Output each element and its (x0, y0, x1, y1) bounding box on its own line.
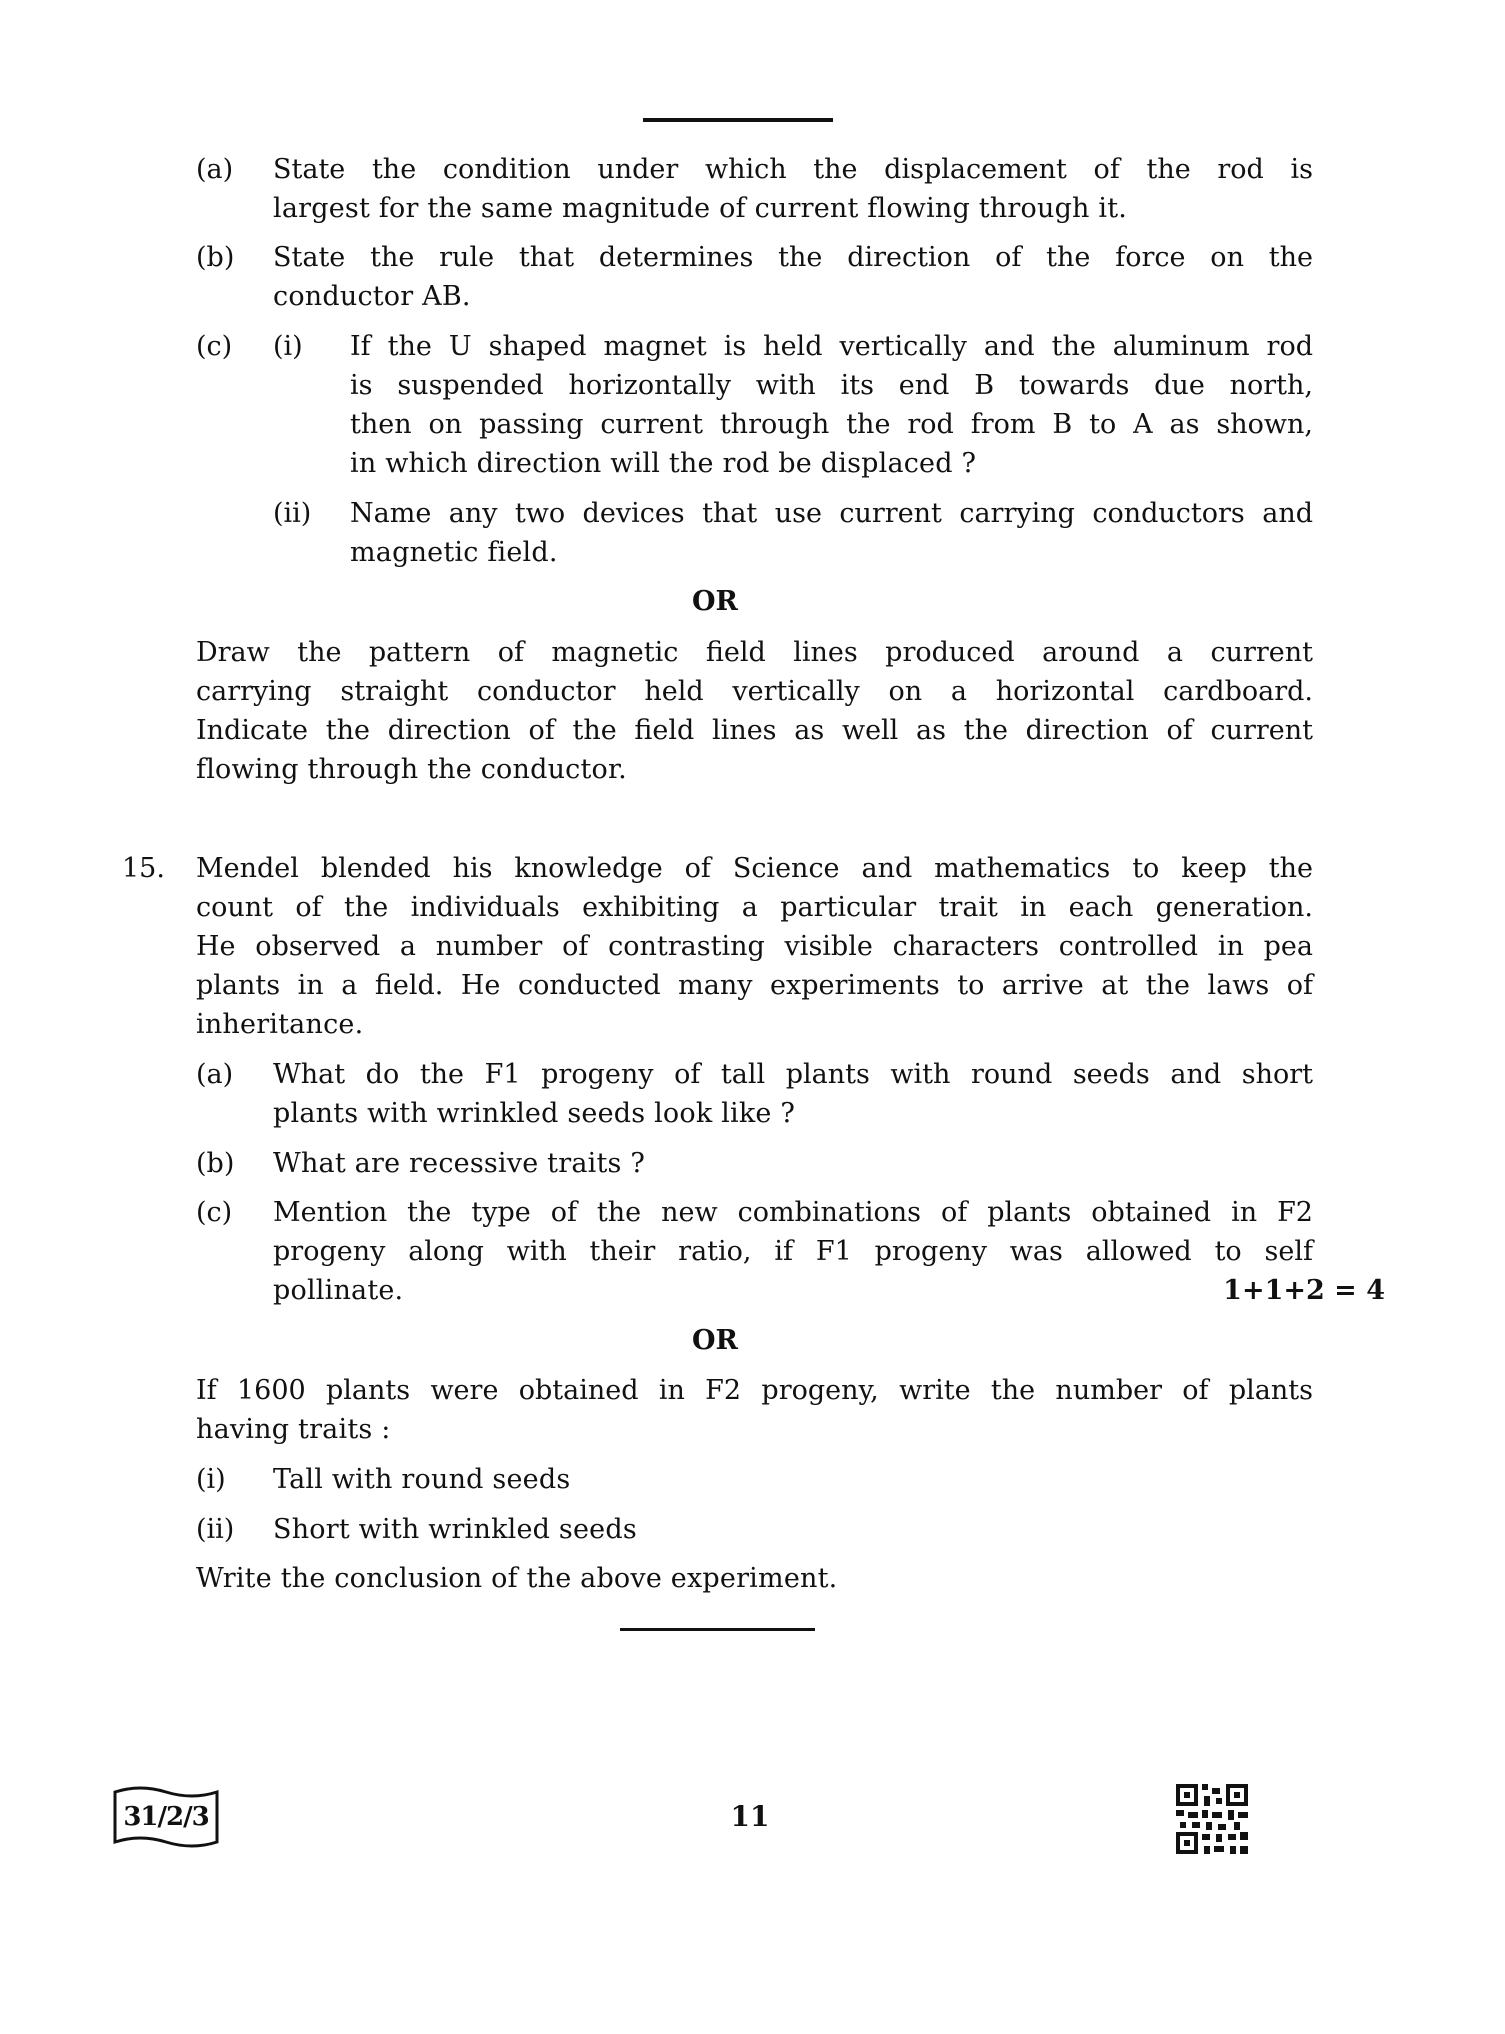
q14-part-b-line-2: conductor AB. (273, 281, 471, 312)
q15-alt-conclusion: Write the conclusion of the above experiment. (196, 1563, 838, 1594)
top-separator-rule (643, 118, 833, 122)
page-number: 11 (730, 1800, 770, 1833)
q14-part-b-line-1: State the rule that determines the direction of the force on the (273, 242, 1313, 273)
paper-code-badge (112, 1786, 220, 1848)
q15-part-a-label: (a) (196, 1059, 234, 1090)
q15-part-c-line-2: progeny along with their ratio, if F1 progeny was allowed to self (273, 1236, 1313, 1267)
q15-intro-line-4: plants in a field. He conducted many experiments to arrive at the laws of (196, 970, 1313, 1001)
q15-alt-i-text: Tall with round seeds (273, 1464, 571, 1495)
q15-part-a-line-2: plants with wrinkled seeds look like ? (273, 1098, 796, 1129)
q15-part-c-label: (c) (196, 1197, 233, 1228)
q14-alt-line-4: flowing through the conductor. (196, 754, 627, 785)
q15-intro-line-1: Mendel blended his knowledge of Science and mathematics to keep the (196, 853, 1313, 884)
paper-code: 31/2/3 (123, 1802, 209, 1832)
q14-part-a-line-2: largest for the same magnitude of current flowing through it. (273, 193, 1128, 224)
qr-code-icon (1176, 1784, 1248, 1854)
q14-or-divider: OR (692, 586, 738, 617)
q14-part-c-ii-line-2: magnetic field. (350, 537, 558, 568)
q14-part-c-i-line-4: in which direction will the rod be displaced ? (350, 448, 977, 479)
q15-intro-line-5: inheritance. (196, 1009, 364, 1040)
bottom-separator-rule (620, 1628, 815, 1631)
q15-alt-ii-text: Short with wrinkled seeds (273, 1514, 637, 1545)
q15-alt-ii-label: (ii) (196, 1514, 235, 1545)
q15-intro-line-2: count of the individuals exhibiting a particular trait in each generation. (196, 892, 1313, 923)
q14-part-c-i-label: (i) (273, 331, 303, 362)
q15-part-c-line-1: Mention the type of the new combinations of plants obtained in F2 (273, 1197, 1313, 1228)
q15-part-b-label: (b) (196, 1148, 235, 1179)
q15-part-c-line-3: pollinate. (273, 1275, 404, 1306)
q15-alt-i-label: (i) (196, 1464, 226, 1495)
q14-alt-line-2: carrying straight conductor held vertically on a horizontal cardboard. (196, 676, 1313, 707)
q14-part-c-ii-label: (ii) (273, 498, 312, 529)
q14-part-c-label: (c) (196, 331, 233, 362)
q14-part-c-i-line-2: is suspended horizontally with its end B towards due north, (350, 370, 1313, 401)
q15-alt-line-2: having traits : (196, 1414, 391, 1445)
q15-part-a-line-1: What do the F1 progeny of tall plants with round seeds and short (273, 1059, 1313, 1090)
q14-part-c-ii-line-1: Name any two devices that use current carrying conductors and (350, 498, 1313, 529)
q14-part-a-line-1: State the condition under which the displacement of the rod is (273, 154, 1313, 185)
q15-or-divider: OR (692, 1325, 738, 1356)
q15-part-b-line-1: What are recessive traits ? (273, 1148, 646, 1179)
q15-alt-line-1: If 1600 plants were obtained in F2 progeny, write the number of plants (196, 1375, 1313, 1406)
q14-part-c-i-line-1: If the U shaped magnet is held vertically and the aluminum rod (350, 331, 1313, 362)
q14-part-c-i-line-3: then on passing current through the rod from B to A as shown, (350, 409, 1313, 440)
q14-alt-line-1: Draw the pattern of magnetic field lines produced around a current (196, 637, 1313, 668)
q15-intro-line-3: He observed a number of contrasting visible characters controlled in pea (196, 931, 1313, 962)
q14-alt-line-3: Indicate the direction of the field lines as well as the direction of current (196, 715, 1313, 746)
q15-number: 15. (122, 853, 165, 884)
q14-part-a-label: (a) (196, 154, 234, 185)
q15-marks: 1+1+2 = 4 (1223, 1275, 1385, 1306)
q14-part-b-label: (b) (196, 242, 235, 273)
